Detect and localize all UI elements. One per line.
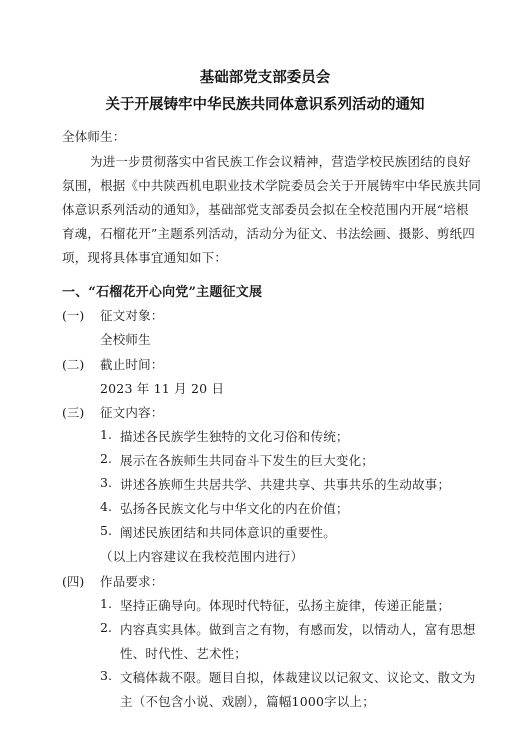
- notice-title-line2: 关于开展铸牢中华民族共同体意识系列活动的通知: [105, 96, 425, 113]
- point-number: 3.: [100, 668, 112, 683]
- point-text-continued: 性、时代性、艺术性；: [120, 646, 248, 661]
- point-text: 弘扬各民族文化与中华文化的内在价值；: [120, 501, 349, 516]
- item-number: (三): [62, 405, 85, 420]
- item-number: (四): [62, 574, 85, 589]
- item-label: 征文对象：: [100, 308, 164, 323]
- item-number: (一): [62, 308, 85, 323]
- point-number: 3.: [100, 475, 112, 490]
- section-heading: 一、“石榴花开心向党”主题征文展: [62, 285, 263, 300]
- point-text: 阐述民族团结和共同体意识的重要性。: [120, 525, 336, 540]
- point-text: 内容真实具体。做到言之有物，有感而发，以情动人，富有思想: [120, 622, 476, 637]
- point-text: 展示在各族师生共同奋斗下发生的巨大变化；: [120, 453, 375, 468]
- point-text: 讲述各族师生共居共学、共建共享、共事共乐的生动故事；: [120, 477, 451, 492]
- intro-line: 体意识系列活动的通知》，基础部党支部委员会拟在全校范围内开展“培根: [62, 202, 469, 217]
- salutation: 全体师生：: [62, 129, 126, 144]
- point-number: 2.: [100, 620, 112, 635]
- item-value: 2023 年 11 月 20 日: [100, 381, 225, 396]
- notice-title-line1: 基础部党支部委员会: [199, 69, 331, 86]
- item-number: (二): [62, 357, 85, 372]
- point-number: 1.: [100, 596, 112, 611]
- item-value: 全校师生: [100, 332, 151, 347]
- point-number: 2.: [100, 451, 112, 466]
- item-label: 截止时间：: [100, 357, 164, 372]
- item-label: 作品要求：: [100, 574, 164, 589]
- point-text-continued: 主（不包含小说、戏剧），篇幅1000字以上；: [120, 694, 375, 709]
- point-number: 1.: [100, 427, 112, 442]
- scope-note: （以上内容建议在我校范围内进行）: [100, 549, 304, 564]
- intro-line: 育魂，石榴花开”主题系列活动，活动分为征文、书法绘画、摄影、剪纸四: [62, 226, 475, 241]
- intro-line: 项，现将具体事宜通知如下：: [62, 250, 228, 265]
- intro-line: 为进一步贯彻落实中省民族工作会议精神，营造学校民族团结的良好: [90, 154, 472, 169]
- point-number: 4.: [100, 499, 112, 514]
- point-text: 描述各民族学生独特的文化习俗和传统；: [120, 429, 349, 444]
- point-text: 文稿体裁不限。题目自拟，体裁建议以记叙文、议论文、散文为: [120, 670, 476, 685]
- intro-line: 氛围，根据《中共陕西机电职业技术学院委员会关于开展铸牢中华民族共同: [62, 178, 482, 193]
- point-text: 坚持正确导向。体现时代特征，弘扬主旋律，传递正能量；: [120, 598, 451, 613]
- point-number: 5.: [100, 523, 112, 538]
- item-label: 征文内容：: [100, 405, 164, 420]
